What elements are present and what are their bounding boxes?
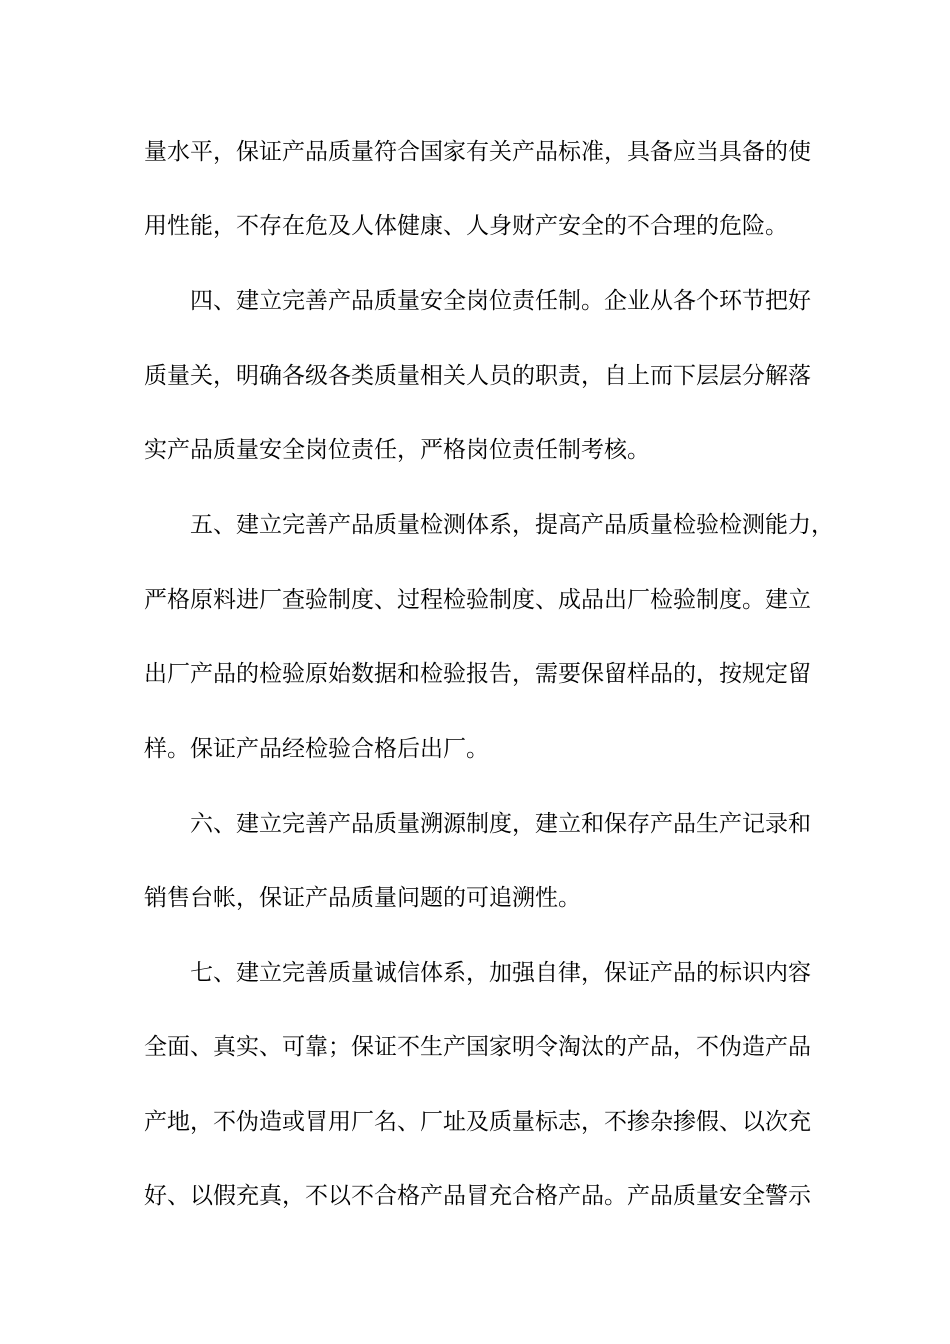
text-line: 用性能，不存在危及人体健康、人身财产安全的不合理的危险。 — [144, 213, 788, 239]
text-line: 样。保证产品经检验合格后出厂。 — [144, 736, 489, 762]
paragraph-start-line: 七、建立完善质量诚信体系，加强自律，保证产品的标识内容 — [190, 960, 811, 986]
text-line: 实产品质量安全岗位责任，严格岗位责任制考核。 — [144, 437, 650, 463]
text-line: 产地，不伪造或冒用厂名、厂址及质量标志，不掺杂掺假、以次充 — [144, 1109, 811, 1135]
paragraph-start-line: 六、建立完善产品质量溯源制度，建立和保存产品生产记录和 — [190, 811, 811, 837]
text-line: 量水平，保证产品质量符合国家有关产品标准，具备应当具备的使 — [144, 139, 811, 165]
text-line: 质量关，明确各级各类质量相关人员的职责，自上而下层层分解落 — [144, 363, 811, 389]
text-line: 好、以假充真，不以不合格产品冒充合格产品。产品质量安全警示 — [144, 1183, 811, 1209]
text-line: 严格原料进厂查验制度、过程检验制度、成品出厂检验制度。建立 — [144, 587, 811, 613]
paragraph-start-line: 四、建立完善产品质量安全岗位责任制。企业从各个环节把好 — [190, 288, 811, 314]
text-line: 出厂产品的检验原始数据和检验报告，需要保留样品的，按规定留 — [144, 661, 811, 687]
paragraph-start-line: 五、建立完善产品质量检测体系，提高产品质量检验检测能力， — [190, 512, 834, 538]
text-line: 全面、真实、可靠；保证不生产国家明令淘汰的产品，不伪造产品 — [144, 1034, 811, 1060]
text-line: 销售台帐，保证产品质量问题的可追溯性。 — [144, 885, 581, 911]
